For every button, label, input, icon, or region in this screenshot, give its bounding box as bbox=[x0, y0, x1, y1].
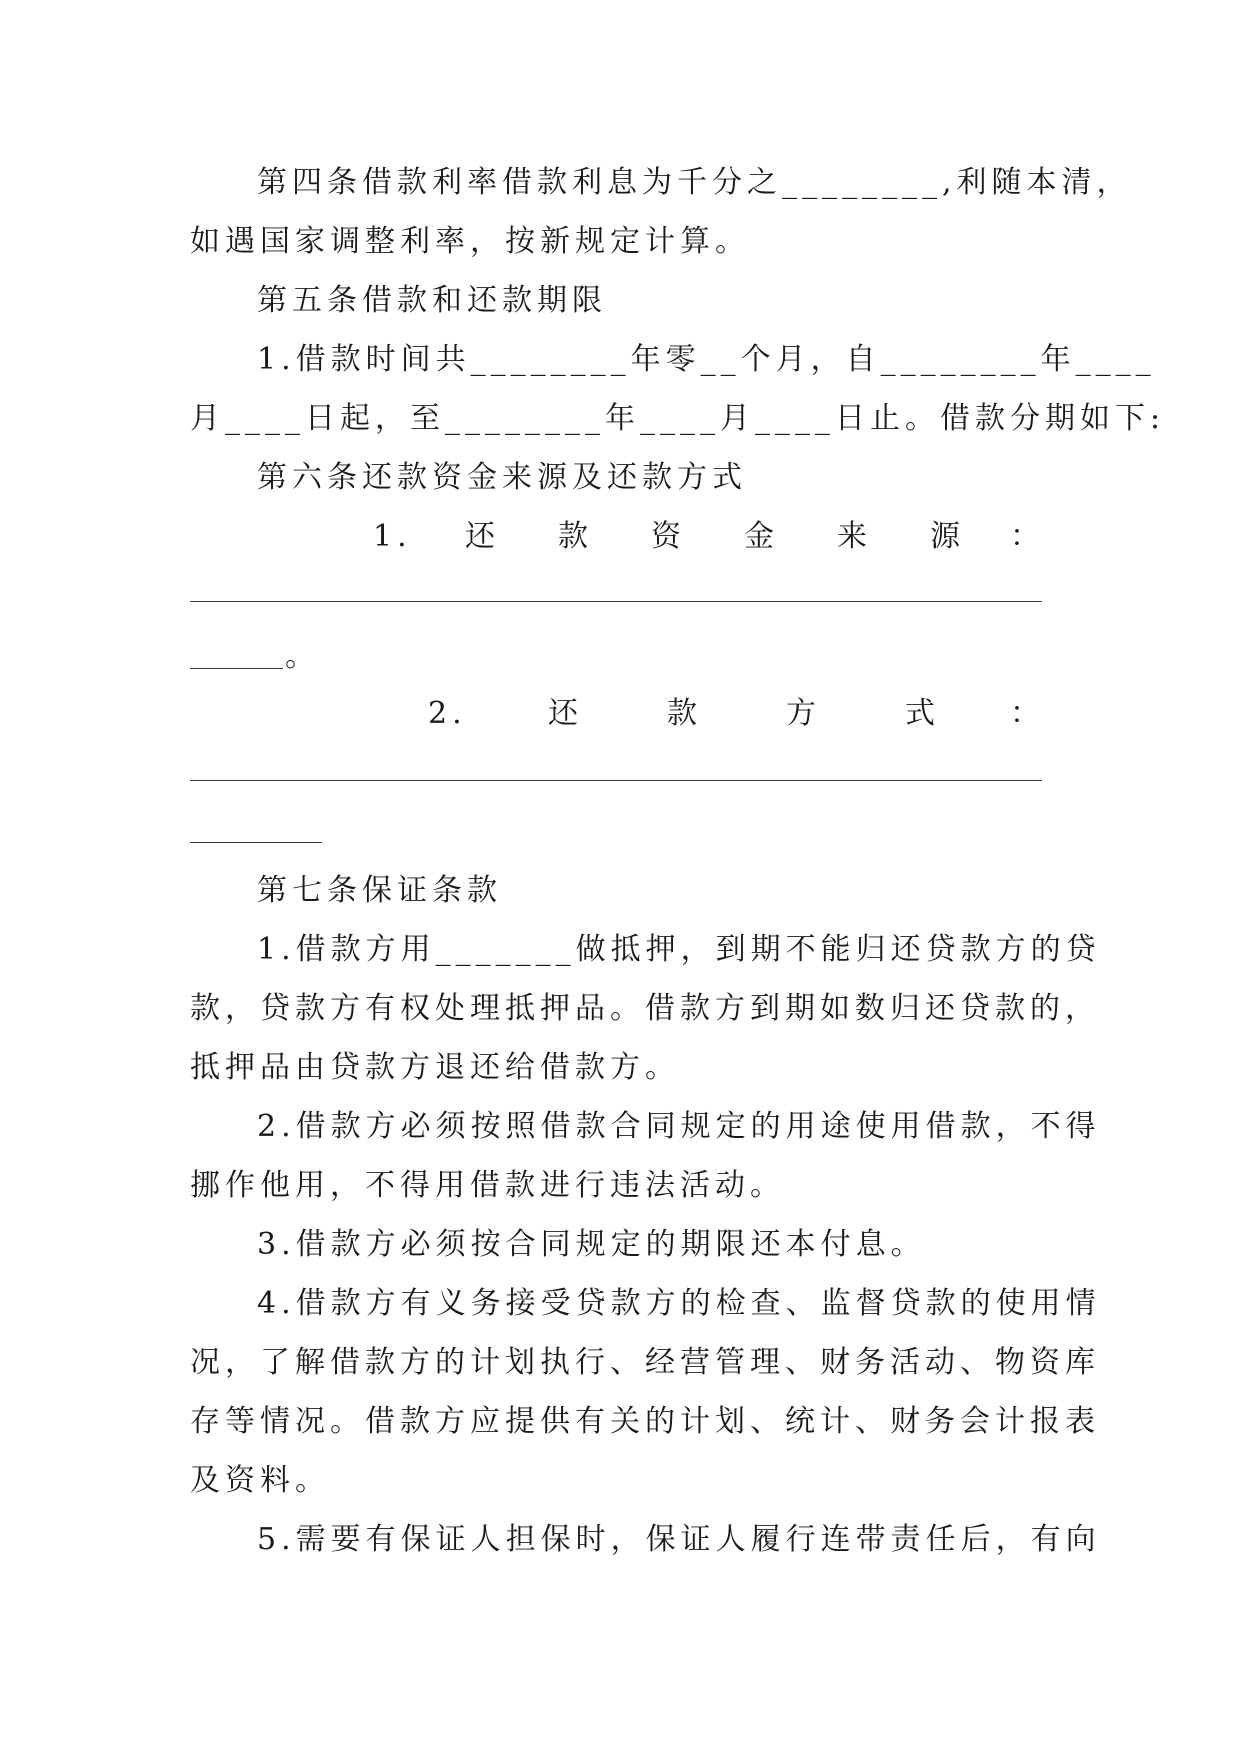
article-6-item-1-char-1: 还 bbox=[465, 519, 500, 554]
article-7-p5-line-1: 5.需要有保证人担保时，保证人履行连带责任后，有向 bbox=[257, 1522, 1101, 1557]
article-7-p3-line-1: 3.借款方必须按合同规定的期限还本付息。 bbox=[257, 1227, 926, 1262]
article-6-title: 第六条还款资金来源及还款方式 bbox=[257, 460, 747, 495]
article-7-title: 第七条保证条款 bbox=[257, 873, 502, 908]
article-7-p1-line-1: 1.借款方用_______做抵押，到期不能归还贷款方的贷 bbox=[257, 932, 1101, 967]
article-6-item-1-colon: ： bbox=[1010, 519, 1045, 554]
fill-line-funding-source-end bbox=[190, 668, 283, 669]
article-6-item-2-colon: ： bbox=[1010, 696, 1045, 731]
article-7-p1-line-2: 款，贷款方有权处理抵押品。借款方到期如数归还贷款的， bbox=[190, 991, 1100, 1026]
article-6-item-2-char-4: 式 bbox=[905, 696, 940, 731]
article-4-line-1: 第四条借款利率借款利息为千分之________,利随本清， bbox=[257, 165, 1132, 200]
article-6-item-1-period: 。 bbox=[285, 639, 320, 674]
article-5-item-1-line-1: 1.借款时间共________年零__个月，自________年____ bbox=[257, 342, 1156, 377]
article-7-p4-line-2: 况，了解借款方的计划执行、经营管理、财务活动、物资库 bbox=[190, 1345, 1100, 1380]
article-6-item-1-char-3: 资 bbox=[651, 519, 686, 554]
article-5-title: 第五条借款和还款期限 bbox=[257, 283, 607, 318]
fill-line-repayment-method-end bbox=[190, 842, 322, 843]
fill-line-repayment-method bbox=[190, 780, 1042, 781]
article-7-p2-line-1: 2.借款方必须按照借款合同规定的用途使用借款，不得 bbox=[257, 1109, 1101, 1144]
fill-line-funding-source bbox=[190, 601, 1042, 602]
article-5-item-1-line-2: 月____日起，至________年____月____日止。借款分期如下: bbox=[190, 401, 1166, 436]
article-7-p2-line-2: 挪作他用，不得用借款进行违法活动。 bbox=[190, 1168, 785, 1203]
article-6-item-2-char-1: 还 bbox=[548, 696, 583, 731]
article-7-p4-line-4: 及资料。 bbox=[190, 1463, 330, 1498]
article-6-item-1-char-2: 款 bbox=[558, 519, 593, 554]
article-7-p1-line-3: 抵押品由贷款方退还给借款方。 bbox=[190, 1050, 680, 1085]
article-7-p4-line-1: 4.借款方有义务接受贷款方的检查、监督贷款的使用情 bbox=[257, 1286, 1101, 1321]
article-6-item-2-char-3: 方 bbox=[786, 696, 821, 731]
article-7-p4-line-3: 存等情况。借款方应提供有关的计划、统计、财务会计报表 bbox=[190, 1404, 1100, 1439]
article-6-item-2-number: 2. bbox=[428, 696, 467, 731]
article-6-item-1-char-4: 金 bbox=[744, 519, 779, 554]
article-6-item-2-char-2: 款 bbox=[667, 696, 702, 731]
article-6-item-1-number: 1. bbox=[373, 519, 412, 554]
article-6-item-1-char-5: 来 bbox=[837, 519, 872, 554]
article-6-item-1-char-6: 源 bbox=[930, 519, 965, 554]
article-4-line-2: 如遇国家调整利率，按新规定计算。 bbox=[190, 224, 750, 259]
